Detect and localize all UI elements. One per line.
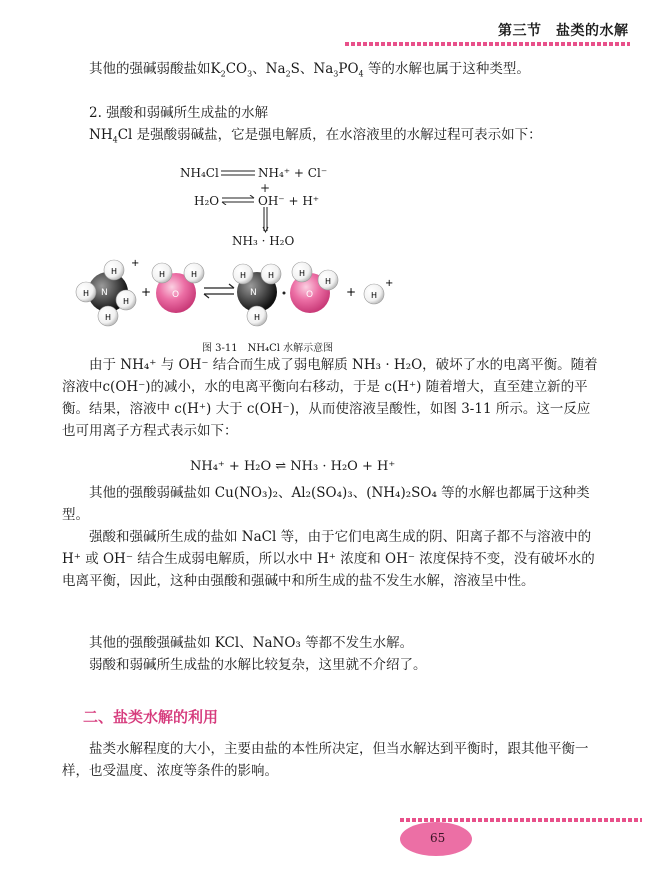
paragraph-9: 盐类水解程度的大小，主要由盐的本性所决定，但当水解达到平衡时，跟其他平衡一样，也受温度、浓度等条件的影响。 [62,741,589,779]
paragraph-1: 其他的强碱弱酸盐如$K_2CO_3$、$Na_2S$、$Na_3PO_4$ 等的水解也属于这种类型。 [89,61,530,79]
paragraph-4: 由于 NH₄⁺ 与 OH⁻ 结合而生成了弱电解质 NH₃ · H₂O，破坏了水的电离平衡。随着溶液中c(OH⁻)的减小，水的电离平衡向右移动，于是 c(H⁺) 随着增大，直至建立新的平衡。结果，溶液中 c(H⁺) 大于 c(OH⁻)，从而使溶液呈酸性，如图 3-11 所示。这一反应也可用离子方程式表示如下： [62,357,598,439]
hydrogen-ion-model [364,278,393,304]
ionic-equation: NH₄⁺ + H₂O ⇌ NH₃ · H₂O + H⁺ [190,459,396,474]
section-2-title: 二、盐类水解的利用 [83,708,219,726]
svg-text:H: H [159,270,166,279]
svg-text:H: H [371,291,378,300]
svg-text:+: + [131,258,140,269]
svg-text:H: H [83,289,90,298]
scheme-ammonia-hydrate: NH₃ · H₂O [232,234,295,248]
header-divider [345,42,630,46]
paragraph-7: 其他的强酸强碱盐如 KCl、NaNO₃ 等都不发生水解。 [89,635,414,651]
hydrolysis-figure [74,254,404,334]
svg-text:H: H [240,271,247,280]
paragraph-3: $NH_4Cl$ 是强酸弱碱盐，它是强电解质，在水溶液里的水解过程可表示如下： [89,127,542,145]
paragraph-8: 弱酸和弱碱所生成盐的水解比较复杂，这里就不介绍了。 [89,657,427,673]
svg-text:H: H [299,269,306,278]
paragraph-6: 强酸和强碱所生成的盐如 NaCl 等，由于它们电离生成的阴、阳离子都不与溶液中的 H⁺ 或 OH⁻ 结合生成弱电解质，所以水中 H⁺ 浓度和 OH⁻ 浓度保持不变，没有破坏水的电离平衡，因此，这种由强酸和强碱中和所生成的盐不发生水解，溶液呈中性。 [62,529,595,589]
section-header-title: 第三节 盐类的水解 [498,23,629,39]
svg-text:H: H [111,267,118,276]
scheme-water-ions: OH⁻ + H⁺ [258,194,320,208]
svg-text:H: H [123,297,130,306]
water-molecule-model [152,263,204,313]
scheme-water: H₂O [194,194,220,208]
scheme-ions: NH₄⁺ + Cl⁻ [258,166,328,180]
svg-text:H: H [325,277,332,286]
scheme-plus: + [260,181,271,195]
svg-text:O: O [306,290,314,300]
scheme-equilibrium-arrow [220,195,256,205]
figure-plus-2: + [346,285,357,299]
svg-text:H: H [268,271,275,280]
page-number: 65 [430,831,446,845]
figure-equilibrium-arrow [204,284,234,298]
figure-caption: 图 3-11 NH₄Cl 水解示意图 [202,343,334,354]
svg-text:+: + [385,278,394,289]
scheme-arrow-1 [221,168,255,178]
subheading-2: 2. 强酸和弱碱所生成盐的水解 [89,105,269,121]
scheme-down-arrow [262,207,270,233]
svg-text:H: H [254,313,261,322]
scheme-nh4cl: NH₄Cl [180,166,219,180]
ammonium-ion-model [76,258,139,326]
svg-text:N: N [250,288,257,298]
ammonia-hydrate-model [233,262,338,326]
svg-text:H: H [191,270,198,279]
svg-text:O: O [172,290,180,300]
svg-text:N: N [101,288,108,298]
figure-plus-1: + [141,285,152,299]
paragraph-5: 其他的强酸弱碱盐如 Cu(NO₃)₂、Al₂(SO₄)₃、(NH₄)₂SO₄ 等的水解也都属于这种类型。 [62,485,590,523]
svg-text:H: H [105,313,112,322]
